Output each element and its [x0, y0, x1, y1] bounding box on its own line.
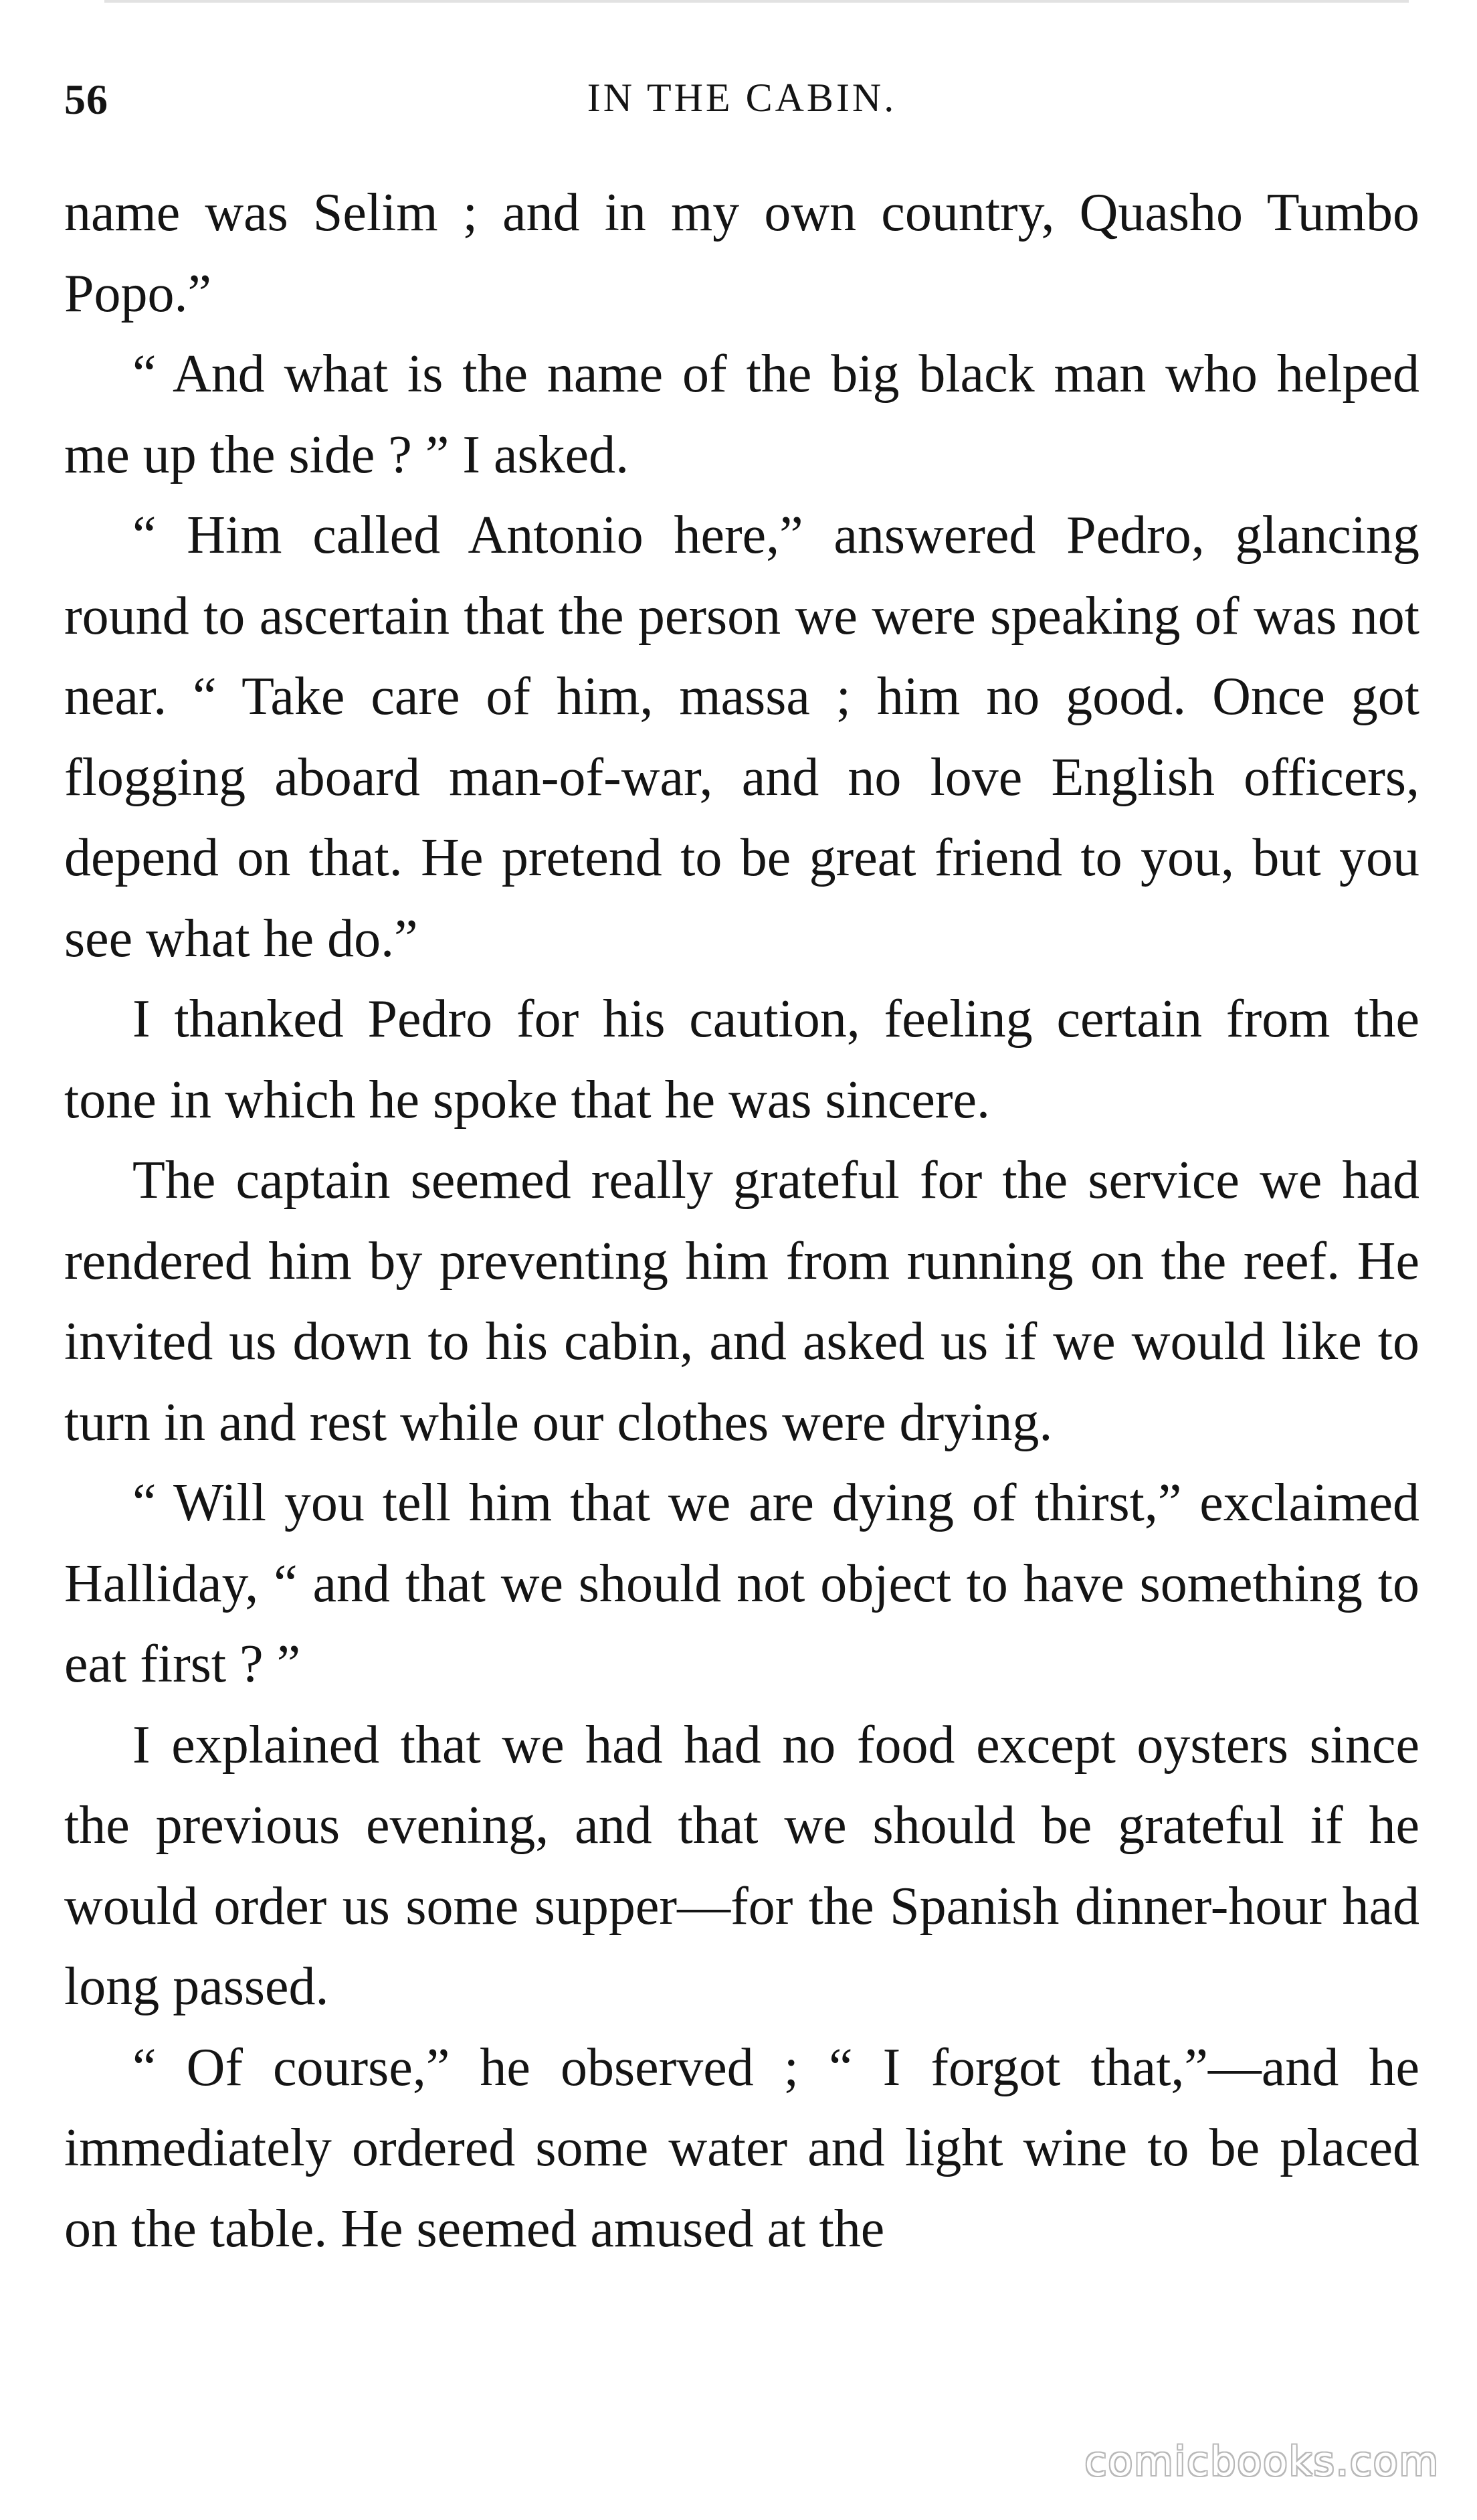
paragraph: “ Will you tell him that we are dying of thirst,” exclaimed Halliday, “ and that we should not object to have something to eat first ? ”	[64, 1473, 1419, 1694]
paragraph: “ Of course,” he observed ; “ I forgot that,”—and he immediately ordered some water and light wine to be placed on the table. He seemed amused at the	[64, 2038, 1419, 2258]
page-number: 56	[64, 76, 108, 123]
text-body	[64, 173, 1419, 2269]
running-head: IN THE CABIN.	[587, 76, 897, 120]
watermark-logo: comicbooks.com	[1084, 2438, 1440, 2485]
top-edge-rule	[104, 0, 1409, 7]
paragraph: “ Him called Antonio here,” answered Pedro, glancing round to ascertain that the person we were speaking of was not near. “ Take care of him, massa ; him no good. Once got flogging aboard man-of-war, and no love English officers, depend on that. He pretend to be great friend to you, but you see what he do.”	[64, 506, 1419, 968]
paragraph: “ And what is the name of the big black man who helped me up the side ? ” I asked.	[64, 345, 1419, 484]
page-header	[64, 62, 1419, 135]
paragraph-continuation: name was Selim ; and in my own country, Quasho Tumbo Popo.”	[64, 183, 1419, 323]
paragraph: I explained that we had had no food except oysters since the previous evening, and that we should be grateful if he would order us some supper—for the Spanish dinner-hour had long passed.	[64, 1715, 1419, 2016]
paragraph: I thanked Pedro for his caution, feeling certain from the tone in which he spoke that he was sincere.	[64, 990, 1419, 1130]
paragraph: The captain seemed really grateful for the service we had rendered him by preventing him from running on the reef. He invited us down to his cabin, and asked us if we would like to turn in and rest while our clothes were drying.	[64, 1151, 1419, 1452]
